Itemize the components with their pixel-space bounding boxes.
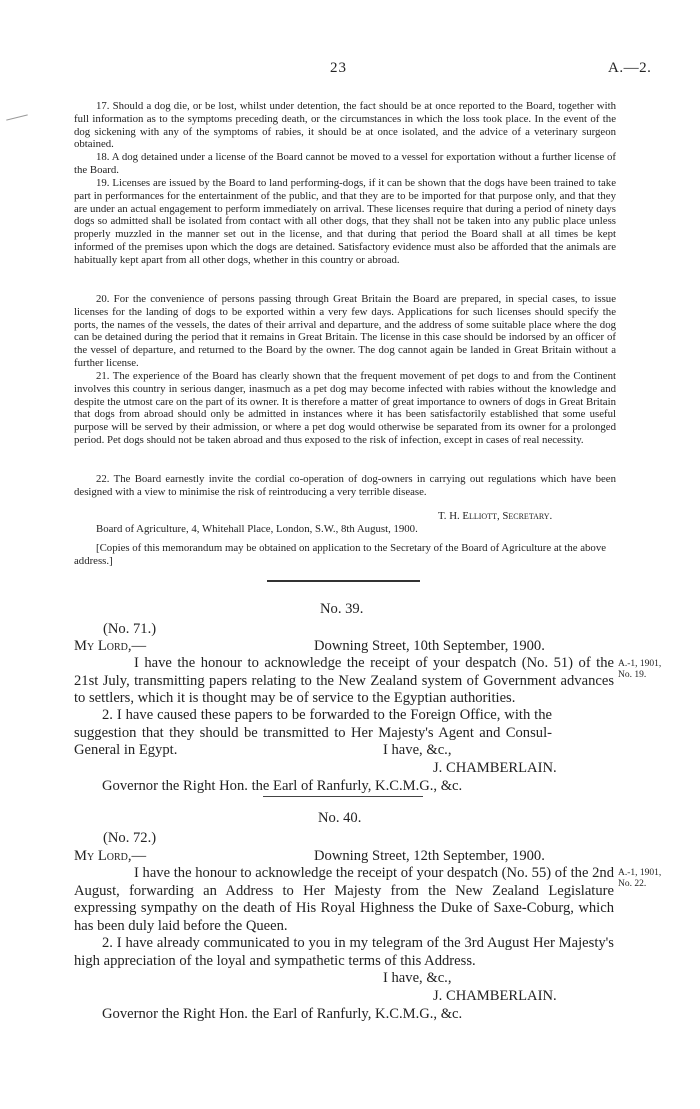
letter-39-closing: I have, &c., xyxy=(383,742,452,758)
memo-signature: T. H. Elliott, Secretary. xyxy=(438,510,553,522)
copies-note: [Copies of this memorandum may be obtained on application to the Secretary of the Board of Agriculture at the above address.] xyxy=(74,542,607,567)
letter-39-addressee: Governor the Right Hon. the Earl of Ranfurly, K.C.M.G., &c. xyxy=(102,778,463,794)
letter-39-body-2: 2. I have caused these papers to be forwarded to the Foreign Office, with the suggestion that they should be transmitted to Her Majesty's Agent and Consul-General in Egypt. xyxy=(74,707,552,759)
page-reference: A.—2. xyxy=(608,60,652,76)
margin-mark xyxy=(6,114,28,120)
letter-40-margin-ref-2: No. 22. xyxy=(618,879,647,889)
letter-40-addressee: Governor the Right Hon. the Earl of Ranfurly, K.C.M.G., &c. xyxy=(102,1006,463,1022)
paragraph-18: 18. A dog detained under a license of the Board cannot be moved to a vessel for exportation without a further license of the Board. xyxy=(74,151,616,176)
letter-39-body-1: I have the honour to acknowledge the receipt of your despatch (No. 51) of the 21st July, transmitting papers relating to the New Zealand system of Government advances to settlers, which it is thought may be of service to the Egyptian authorities. xyxy=(74,655,614,707)
paragraph-19: 19. Licenses are issued by the Board to land performing-dogs, if it can be shown that the dogs have been trained to take part in performances for the entertainment of the public, and that they are to be imported for that purpose only, and that they are under an actual engagement to perform immediately on arrival. These licenses require that during a period of ninety days dogs so admitted shall be isolated from contact with all other dogs, that they shall not be taken into any public place unless properly muzzled in the manner set out in the license, and that during that period the Board shall at all times be kept informed of the premises upon which the dogs are detained. Satisfactory evidence must also be afforded that the animals are habitually kept apart from all other dogs, whether in this country or abroad. xyxy=(74,177,616,266)
letter-39-signature: J. CHAMBERLAIN. xyxy=(433,760,557,776)
paragraph-22: 22. The Board earnestly invite the cordial co-operation of dog-owners in carrying out regulations which have been designed with a view to minimise the risk of reintroducing a very terrible disease. xyxy=(74,473,616,498)
letter-39-ref: (No. 71.) xyxy=(103,621,157,637)
board-address: Board of Agriculture, 4, Whitehall Place, London, S.W., 8th August, 1900. xyxy=(96,523,418,535)
letter-39-margin-ref-1: A.-1, 1901, xyxy=(618,659,662,669)
paragraph-21: 21. The experience of the Board has clearly shown that the frequent movement of pet dogs to and from the Continent involves this country in serious danger, inasmuch as a pet dog may become infected with rabies without the knowledge and despite the utmost care on the part of its owner. It is therefore a matter of great importance to owners of dogs in Great Britain that dogs from abroad should only be admitted in instances where it has been satisfactorily established that some useful purpose will be served by their admission, or where a pet dog would otherwise be separated from its owner for a prolonged period. Pet dogs should not be taken abroad and thus exposed to the risk of infection, except in cases of real necessity. xyxy=(74,370,616,446)
letter-40-place-date: Downing Street, 12th September, 1900. xyxy=(314,848,545,864)
letter-40-body-1: I have the honour to acknowledge the receipt of your despatch (No. 55) of the 2nd August, forwarding an Address to Her Majesty from the New Zealand Legislature expressing sympathy on the death of His Royal Highness the Duke of Saxe-Coburg, which has been duly laid before the Queen. xyxy=(74,865,614,934)
letter-40-margin-ref-1: A.-1, 1901, xyxy=(618,868,662,878)
letter-39-number: No. 39. xyxy=(320,601,364,617)
letter-40-ref: (No. 72.) xyxy=(103,830,157,846)
letter-divider xyxy=(263,796,423,797)
paragraph-20: 20. For the convenience of persons passing through Great Britain the Board are prepared, in special cases, to issue licenses for the landing of dogs to be exported within a very few days. Applications for such licenses should specify the ports, the names of the vessels, the dates of their arrival and departure, and the address of some suitable place where the dog can be detained during the period that it remains in Great Britain. The license in this case should be indorsed by an officer of the vessel of departure, and returned to the Board by the owner. The dog cannot again be landed in Great Britain without a further license. xyxy=(74,293,616,369)
section-divider xyxy=(267,580,420,582)
paragraph-17: 17. Should a dog die, or be lost, whilst under detention, the fact should be at once reported to the Board, together with full information as to the symptoms preceding death, or the circumstances in which the loss took place. In the event of the dog sickening with any of the symptoms of rabies, it should be at once isolated, and the advice of a veterinary surgeon obtained. xyxy=(74,100,616,151)
letter-39-place-date: Downing Street, 10th September, 1900. xyxy=(314,638,545,654)
letter-40-closing: I have, &c., xyxy=(383,970,452,986)
page-number: 23 xyxy=(330,60,347,76)
letter-40-signature: J. CHAMBERLAIN. xyxy=(433,988,557,1004)
letter-40-body-2: 2. I have already communicated to you in my telegram of the 3rd August Her Majesty's high appreciation of the loyal and sympathetic terms of this Address. xyxy=(74,935,614,969)
letter-39-salutation: My Lord,— xyxy=(74,638,147,654)
letter-40-number: No. 40. xyxy=(318,810,362,826)
letter-39-margin-ref-2: No. 19. xyxy=(618,670,647,680)
letter-40-salutation: My Lord,— xyxy=(74,848,147,864)
